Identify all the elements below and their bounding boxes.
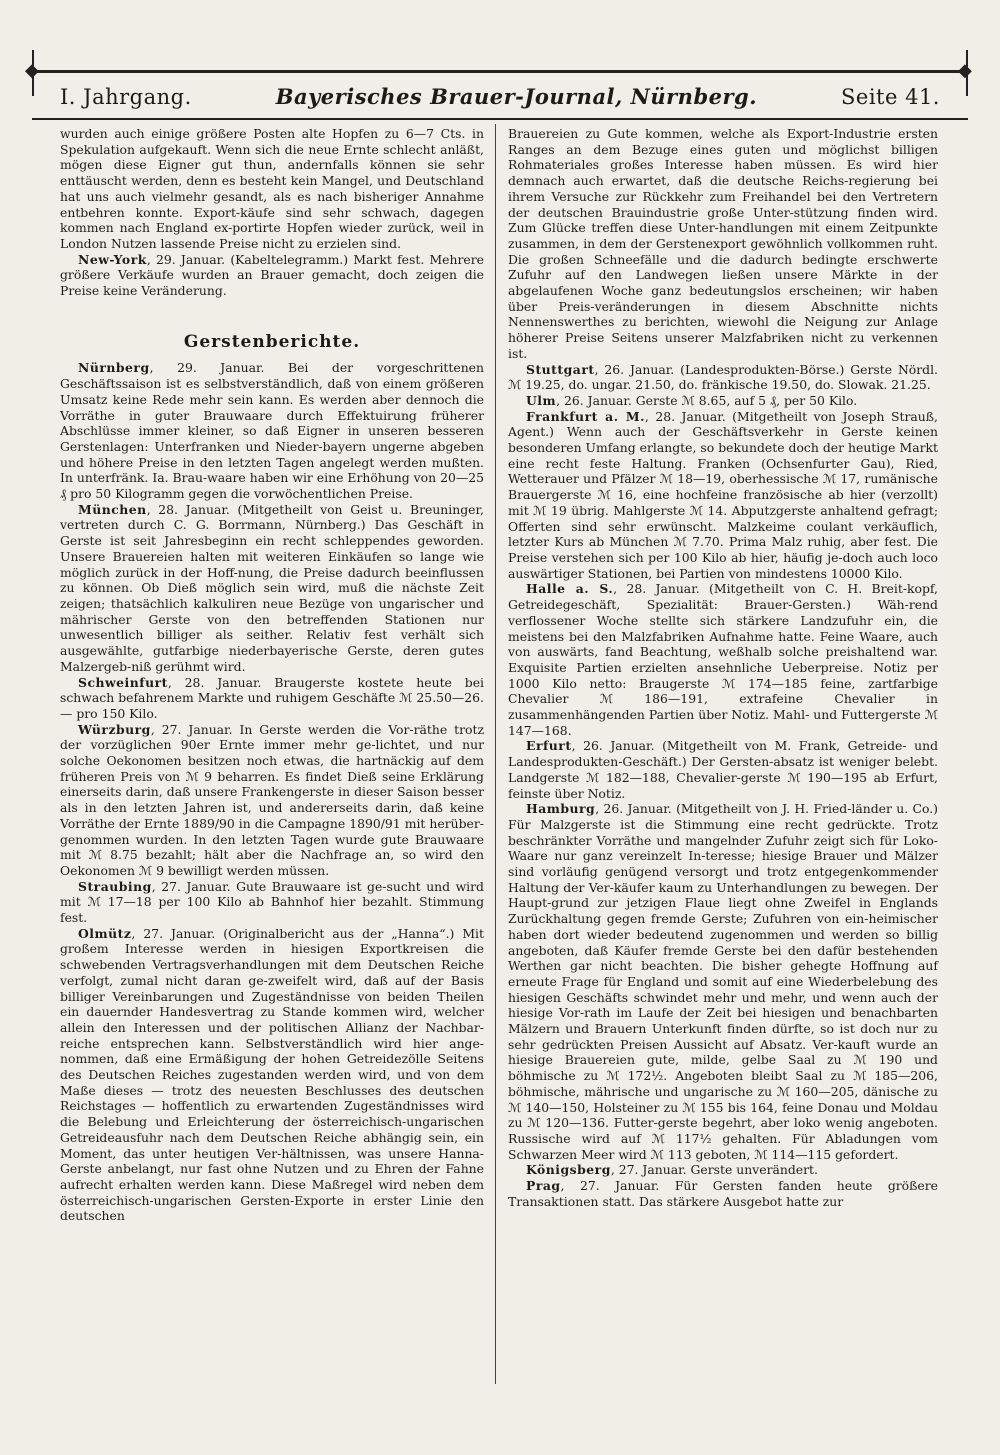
right-diamond-ornament: ◆	[958, 60, 972, 81]
paragraph-text: , 28. Januar. (Mitgetheilt von Joseph Strauß, Agent.) Wenn auch der Geschäftsverkehr in Gerste keinen besonderen Umfang erlangte, so bekundete doch der heutige Markt eine recht feste Haltung. Franken (Ochsenfurter Gau), Ried, Wetterauer und Pfälzer ℳ 18—19, oberhessische ℳ 17, rumänische Brauergerste ℳ 16, eine hochfeine französische ab hier (verzollt) mit ℳ 19 übrig. Mahlgerste ℳ 14. Abputzgerste anhaltend gefragt; Offerten sind sehr erwünscht. Malzkeime coulant verkäuflich, letzter Kurs ab München ℳ 7.70. Prima Malz ruhig, aber fest. Die Preise verstehen sich per 100 Kilo ab hier, häufig je-doch auch loco auswärtiger Stationen, bei Partien von mindestens 10000 Kilo.	[508, 408, 938, 581]
volume-label: I. Jahrgang.	[60, 85, 192, 109]
paragraph-text: , 27. Januar. In Gerste werden die Vor-räthe trotz der vorzüglichen 90er Ernte immer mehr ge-lichtet, und nur solche Oekonomen besitzen noch etwas, die hartnäckig auf dem früheren Preis von ℳ 9 beharren. Es findet Dieß seine Erklärung einerseits darin, daß unsere Frankengerste in dieser Saison besser als in den letzten Jahren ist, und andererseits darin, daß keine Vorräthe der Ernte 1889/90 in die Campagne 1890/91 mit herüber-genommen wurden. In den letzten Tagen wurde gute Brauwaare mit ℳ 8.75 bezahlt; hält aber die Nachfrage an, so wird den Oekonomen ℳ 9 bewilligt werden müssen.	[60, 721, 484, 878]
paragraph-text: , 26. Januar. Gerste ℳ 8.65, auf 5 ₰, per 50 Kilo.	[556, 392, 858, 408]
article-paragraph	[60, 722, 484, 879]
place-name: Frankfurt a. M.	[526, 408, 645, 424]
paragraph-text: , 27. Januar. Gute Brauwaare ist ge-sucht und wird mit ℳ 17—18 per 100 Kilo ab Bahnhof hier bezahlt. Stimmung fest.	[60, 878, 484, 926]
paragraph-text: , 29. Januar. (Kabeltelegramm.) Markt fest. Mehrere größere Verkäufe wurden an Brauer gemacht, doch zeigen die Preise keine Veränderung.	[60, 251, 484, 299]
article-paragraph	[60, 126, 484, 252]
paragraph-text: , 28. Januar. Braugerste kostete heute bei schwach befahrenem Markte und ruhigem Geschäfte ℳ 25.50—26.— pro 150 Kilo.	[60, 674, 484, 721]
place-name: Olmütz	[78, 925, 132, 941]
paragraph-text: , 26. Januar. (Landesprodukten-Börse.) Gerste Nördl. ℳ 19.25, do. ungar. 21.50, do. fränkische 19.50, do. Slowak. 21.25.	[508, 361, 938, 393]
article-paragraph	[508, 738, 938, 801]
article-paragraph	[60, 926, 484, 1224]
article-paragraph	[508, 581, 938, 738]
article-paragraph	[508, 1162, 938, 1178]
article-paragraph	[60, 360, 484, 501]
article-paragraph	[508, 362, 938, 393]
paragraph-text: , 27. Januar. Für Gersten fanden heute größere Transaktionen statt. Das stärkere Ausgebot hatte zur	[508, 1178, 938, 1209]
place-name: Hamburg	[526, 801, 596, 817]
paragraph-text: , 26. Januar. (Mitgetheilt von J. H. Fried-länder u. Co.) Für Malzgerste ist die Stimmung eine recht gedrückte. Trotz beschränkter Vorräthe und mangelnder Zufuhr zeigt sich für Loko-Waare nur ganz vereinzelt In-teresse; hiesige Brauer und Mälzer sind vorläufig genügend versorgt und trotz entgegenkommender Haltung der Ver-käufer kaum zu Unterhandlungen zu bewegen. Der Haupt-grund zur jetzigen Flaue liegt ohne Zweifel in Englands Zurückhaltung gegen fremde Gerste; Zufuhren von ein-heimischer haben dort wieder bedeutend zugenommen und werden so billig angeboten, daß Käufer fremde Gerste bei den dafür bestehenden Werthen gar nicht beachten. Die bisher gehegte Hoffnung auf erneute Frage für England und somit auf eine Wiederbelebung des hiesigen Geschäfts schwindet mehr und mehr, und wenn auch der hiesige Vor-rath im Laufe der Zeit bei hiesigen und benachbarten Mälzern und Brauern Unterkunft finden dürfte, so ist doch nur zu sehr gedrückten Preisen Aussicht auf Absatz. Ver-kauft wurde an hiesige Brauereien gute, milde, gelbe Saal zu ℳ 190 und böhmische zu ℳ 172½. Angeboten bleibt Saal zu ℳ 185—206, böhmische, mährische und ungarische zu ℳ 160—205, dänische zu ℳ 140—150, Holsteiner zu ℳ 155 bis 164, feine Donau und Moldau zu ℳ 120—136. Futter-gerste begehrt, aber loko wenig angeboten. Russische wird auf ℳ 117½ gehalten. Für Abladungen vom Schwarzen Meer wird ℳ 113 geboten, ℳ 114—115 gefordert.	[508, 801, 938, 1162]
page-number: Seite 41.	[841, 85, 940, 109]
place-name: Nürnberg	[78, 360, 150, 376]
right-column	[508, 126, 938, 1210]
place-name: Prag	[526, 1178, 561, 1194]
place-name: New-York	[78, 251, 147, 267]
place-name: München	[78, 501, 147, 517]
column-divider	[495, 124, 496, 1384]
paragraph-text: , 28. Januar. (Mitgetheilt von C. H. Breit-kopf, Getreidegeschäft, Spezialität: Brauer-Gersten.) Wäh-rend verflossener Woche stellte sich stärkere Landzufuhr ein, die meistens bei den Malzfabriken Aufnahme hatte. Feine Waare, auch von auswärts, fand Beachtung, weßhalb solche preishaltend war. Exquisite Partien erzielten ansehnliche Ueberpreise. Notiz per 1000 Kilo netto: Braugerste ℳ 174—185 feine, zartfarbige Chevalier ℳ 186—191, extrafeine Chevalier in zusammenhängenden Partien über Notiz. Mahl- und Futtergerste ℳ 147—168.	[508, 581, 938, 738]
paragraph-text: , 27. Januar. Gerste unverändert.	[610, 1162, 818, 1178]
article-paragraph	[508, 409, 938, 582]
left-diamond-ornament: ◆	[25, 60, 39, 81]
paragraph-text: Brauereien zu Gute kommen, welche als Export-Industrie ersten Ranges an dem Bezuge eines guten und möglichst billigen Rohmateriales großes Interesse haben müssen. Es wird hier demnach auch erwartet, daß die deutsche Reichs-regierung bei ihrem Versuche zur Rückkehr zum Freihandel bei den Vertretern der deutschen Brauindustrie große Unter-stützung finden wird. Zum Glücke treffen diese Unter-handlungen mit einem Zeitpunkte zusammen, in dem der Gerstenexport gewöhnlich vollkommen ruht. Die großen Schneefälle und die dadurch bedingte erschwerte Zufuhr auf den Landwegen ließen unsere Märkte in der abgelaufenen Woche ganz bedeutungslos erscheinen; wir haben über Preis-veränderungen in diesem Abschnitte nichts Nennenswerthes zu berichten, wiewohl die Neigung zur Anlage höherer Preise Seitens unserer Malzfabriken nicht zu verkennen ist.	[508, 126, 938, 361]
paragraph-text: , 27. Januar. (Originalbericht aus der „Hanna“.) Mit großem Interesse werden in hiesigen Exportkreisen die schwebenden Vertragsverhandlungen mit dem Deutschen Reiche verfolgt, zumal nicht daran ge-zweifelt wird, daß auf der Basis billiger Vereinbarungen und Zugeständnisse von beiden Theilen ein dauernder Handesvertrag zu Stande kommen wird, welcher allein den Interessen und der politischen Allianz der Nachbar-reiche entsprechen kann. Selbstverständlich wird hier ange-nommen, daß eine Ermäßigung der hohen Getreidezölle Seitens des Deutschen Reiches zugestanden werden wird, und von dem Maße dieses — trotz des neuesten Beschlusses des deutschen Reichstages — hoffentlich zu erwartenden Zugeständnisses wird die Belebung und Erleichterung der österreichisch-ungarischen Getreideausfuhr nach dem Deutschen Reiche abhängig sein, ein Moment, das unter heutigen Ver-hältnissen, was unsere Hanna-Gerste anbelangt, nur fast ohne Nutzen und zu Ehren der Fahne aufrecht erhalten werden kann. Diese Maßregel wird neben dem österreichisch-ungarischen Gersten-Exporte in erster Linie den deutschen	[60, 925, 484, 1224]
article-paragraph	[60, 252, 484, 299]
place-name: Ulm	[526, 392, 557, 408]
article-paragraph	[60, 675, 484, 722]
article-paragraph	[60, 879, 484, 926]
paragraph-text: wurden auch einige größere Posten alte Hopfen zu 6—7 Cts. in Spekulation aufgekauft. Wenn sich die neue Ernte schlecht anläßt, mögen diese Eigner gut thun, andernfalls können sie sehr enttäuscht werden, denn es besteht kein Mangel, und Deutschland hat uns auch vielmehr gesandt, als es nach bisheriger Annahme entbehren konnte. Export-käufe sind sehr schwach, dagegen kommen nach England ex-portirte Hopfen wieder zurück, weil in London Nutzen lassende Preise nicht zu erzielen sind.	[60, 126, 484, 251]
place-name: Erfurt	[526, 738, 572, 754]
paragraph-text: , 29. Januar. Bei der vorgeschrittenen Geschäftssaison ist es selbstverständlich, daß von einem größeren Umsatz keine Rede mehr sein kann. Es werden aber dennoch die Vorräthe in guter Brauwaare durch Effektuirung früherer Abschlüsse immer kleiner, so daß Eigner in unseren besseren Gerstenlagen: Unterfranken und Nieder-bayern ungerne abgeben und höhere Preise in den letzten Tagen angelegt werden mußten. In unterfränk. Ia. Brau-waare haben wir eine Erhöhung von 20—25 ₰ pro 50 Kilogramm gegen die vorwöchentlichen Preise.	[60, 360, 484, 502]
place-name: Halle a. S.	[526, 581, 614, 597]
header-top-rule	[32, 70, 968, 73]
header-bottom-rule	[32, 118, 968, 120]
article-paragraph	[60, 502, 484, 675]
section-heading: Gerstenberichte.	[183, 331, 361, 352]
paragraph-text: , 28. Januar. (Mitgetheilt von Geist u. Breuninger, vertreten durch C. G. Borrmann, Nürnberg.) Das Geschäft in Gerste ist seit Jahresbeginn ein recht schleppendes geworden. Unsere Brauereien halten mit weiteren Einkäufen so lange wie möglich zurück in der Hoff-nung, die Preise dadurch beeinflussen zu können. Ob Dieß möglich sein wird, muß die nächste Zeit zeigen; thatsächlich kalkuliren neue Bezüge von ungarischer und mährischer Gerste von den betreffenden Stationen nur unwesentlich billiger als seither. Relativ fest verhält sich ausgewählte, gutfarbige niederbayerische Gerste, deren gutes Malzergeb-niß gerühmt wird.	[60, 501, 484, 674]
journal-title: Bayerisches Brauer-Journal, Nürnberg.	[275, 84, 758, 109]
article-paragraph	[508, 393, 938, 409]
article-paragraph	[508, 1178, 938, 1209]
article-paragraph	[508, 801, 938, 1162]
place-name: Königsberg	[526, 1162, 611, 1178]
place-name: Schweinfurt	[78, 674, 168, 690]
place-name: Würzburg	[78, 721, 151, 737]
left-column	[60, 126, 484, 1224]
place-name: Straubing	[78, 878, 152, 894]
paragraph-text: , 26. Januar. (Mitgetheilt von M. Frank, Getreide- und Landesprodukten-Geschäft.) Der Gersten-absatz ist weniger belebt. Landgerste ℳ 182—188, Chevalier-gerste ℳ 190—195 ab Erfurt, feinste über Notiz.	[508, 738, 938, 801]
article-paragraph	[508, 126, 938, 362]
page-header	[60, 84, 940, 114]
place-name: Stuttgart	[526, 361, 595, 377]
